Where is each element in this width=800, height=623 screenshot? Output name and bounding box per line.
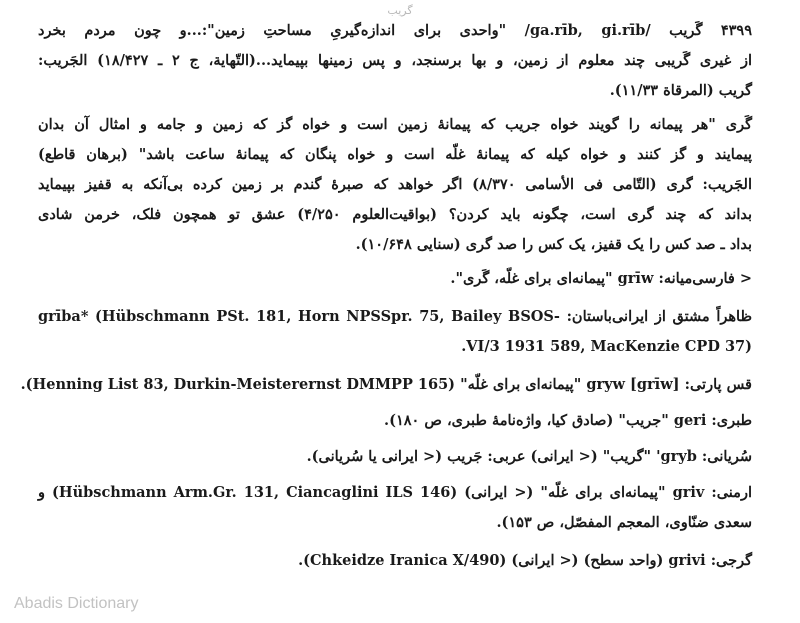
entry-line-1: ۴۳۹۹ گَریب /ga.rīb, gi.rīb/ "واحدی برای اندازه‌گیریِ مساحتِ زمین":...و چون مردم بخرد bbox=[38, 22, 753, 39]
entry-line-14: سُریانی: gryb' "گریب" (< ایرانی) عربی: جَریب (< ایرانی یا سُریانی). bbox=[306, 448, 752, 465]
entry-line-6: الجَریب: گری (التّامی فی الأسامی ۸/۳۷۰) اگر خواهد که صبرهٔ گندم بر زمین کرده بی‌آنکه به قفیز بپیماید bbox=[38, 176, 752, 193]
entry-line-13: طبری: geri "جریب" (صادق کیا، واژه‌نامهٔ طبری، ص ۱۸۰). bbox=[384, 412, 752, 429]
entry-line-8: بداد ـ صد کس را یک قفیز، یک کس را صد گری (سنایی ۱۰/۶۴۸). bbox=[355, 236, 752, 253]
watermark: Abadis Dictionary bbox=[14, 595, 139, 612]
entry-line-3: گریب (المرقاة ۱۱/۳۳). bbox=[609, 82, 752, 99]
entry-line-16: سعدی ضنّاوی، المعجم المفصّل، ص ۱۵۳). bbox=[496, 514, 752, 531]
entry-line-2: از غیری گَریبی چند معلوم از زمین، و بها برسنجد، و پس زمینها بپیماید...(التّهایة، ج ۲ ـ ۱۸/۴۲۷) الجَریب: bbox=[38, 52, 752, 69]
entry-line-11: (VI/3 1931 589, MacKenzie CPD 37. bbox=[461, 338, 752, 355]
entry-line-5: پیمایند و گز کنند و خواه کیله که پیمانهٔ غلّه است و خواه پنگان که پیمانهٔ ساعت باشد" (برهان قاطع) bbox=[38, 146, 752, 163]
entry-line-7: بداند که چند گری است، چگونه باید کردن؟ (بواقیت‌العلوم ۴/۲۵۰) عشق تو همچون فلک، خرمن شادی bbox=[38, 206, 752, 223]
entry-line-10: ظاهراً مشتق از ایرانی‌باستان: -grība* (Hübschmann PSt. 181, Horn NPSSpr. 75, Bailey BSOS bbox=[38, 308, 752, 325]
header-word: گریب bbox=[387, 4, 413, 17]
entry-line-15: ارمنی: griv "پیمانه‌ای برای غلّه" (< ایرانی) (Hübschmann Arm.Gr. 131, Ciancaglini ILS 146) و bbox=[38, 484, 752, 501]
entry-line-12: قس پارتی: gryw [grīw] "پیمانه‌ای برای غلّه" (Henning List 83, Durkin-Meisterernst DMMPP 165). bbox=[20, 376, 752, 393]
entry-line-9: < فارسی‌میانه: grīw "پیمانه‌ای برای غلّه، گَری". bbox=[450, 270, 752, 287]
entry-line-17: گرجی: grivi (واحد سطح) (< ایرانی) (Chkeidze Iranica X/490). bbox=[298, 552, 752, 569]
entry-line-4: گَری "هر پیمانه را گویند خواه جریب که پیمانهٔ زمین است و خواه گز که زمین و جامه و امثال آن بدان bbox=[38, 116, 752, 133]
